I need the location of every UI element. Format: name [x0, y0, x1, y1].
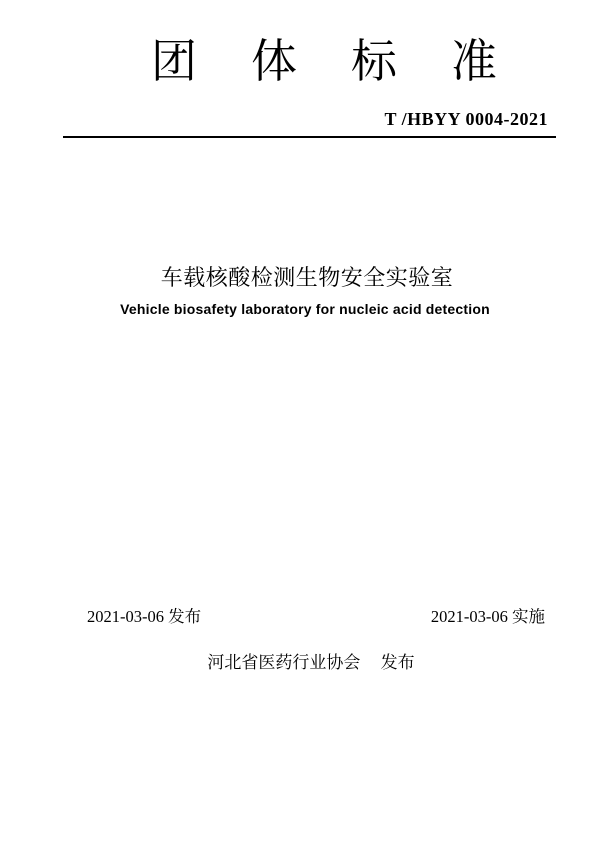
issuer-action-label: 发布	[380, 653, 415, 672]
standard-title-en: Vehicle biosafety laboratory for nucleic acid detection	[120, 301, 490, 317]
standard-number: T /HBYY 0004-2021	[384, 109, 548, 129]
issuer-name: 河北省医药行业协会	[207, 653, 361, 672]
implement-date: 2021-03-06 实施	[430, 607, 545, 626]
issue-date: 2021-03-06 发布	[87, 607, 202, 626]
standard-title-zh: 车载核酸检测生物安全实验室	[160, 265, 454, 290]
issuer-line	[11, 648, 600, 673]
doc-type-title: 团体标准	[151, 36, 551, 87]
header-rule	[63, 136, 556, 138]
